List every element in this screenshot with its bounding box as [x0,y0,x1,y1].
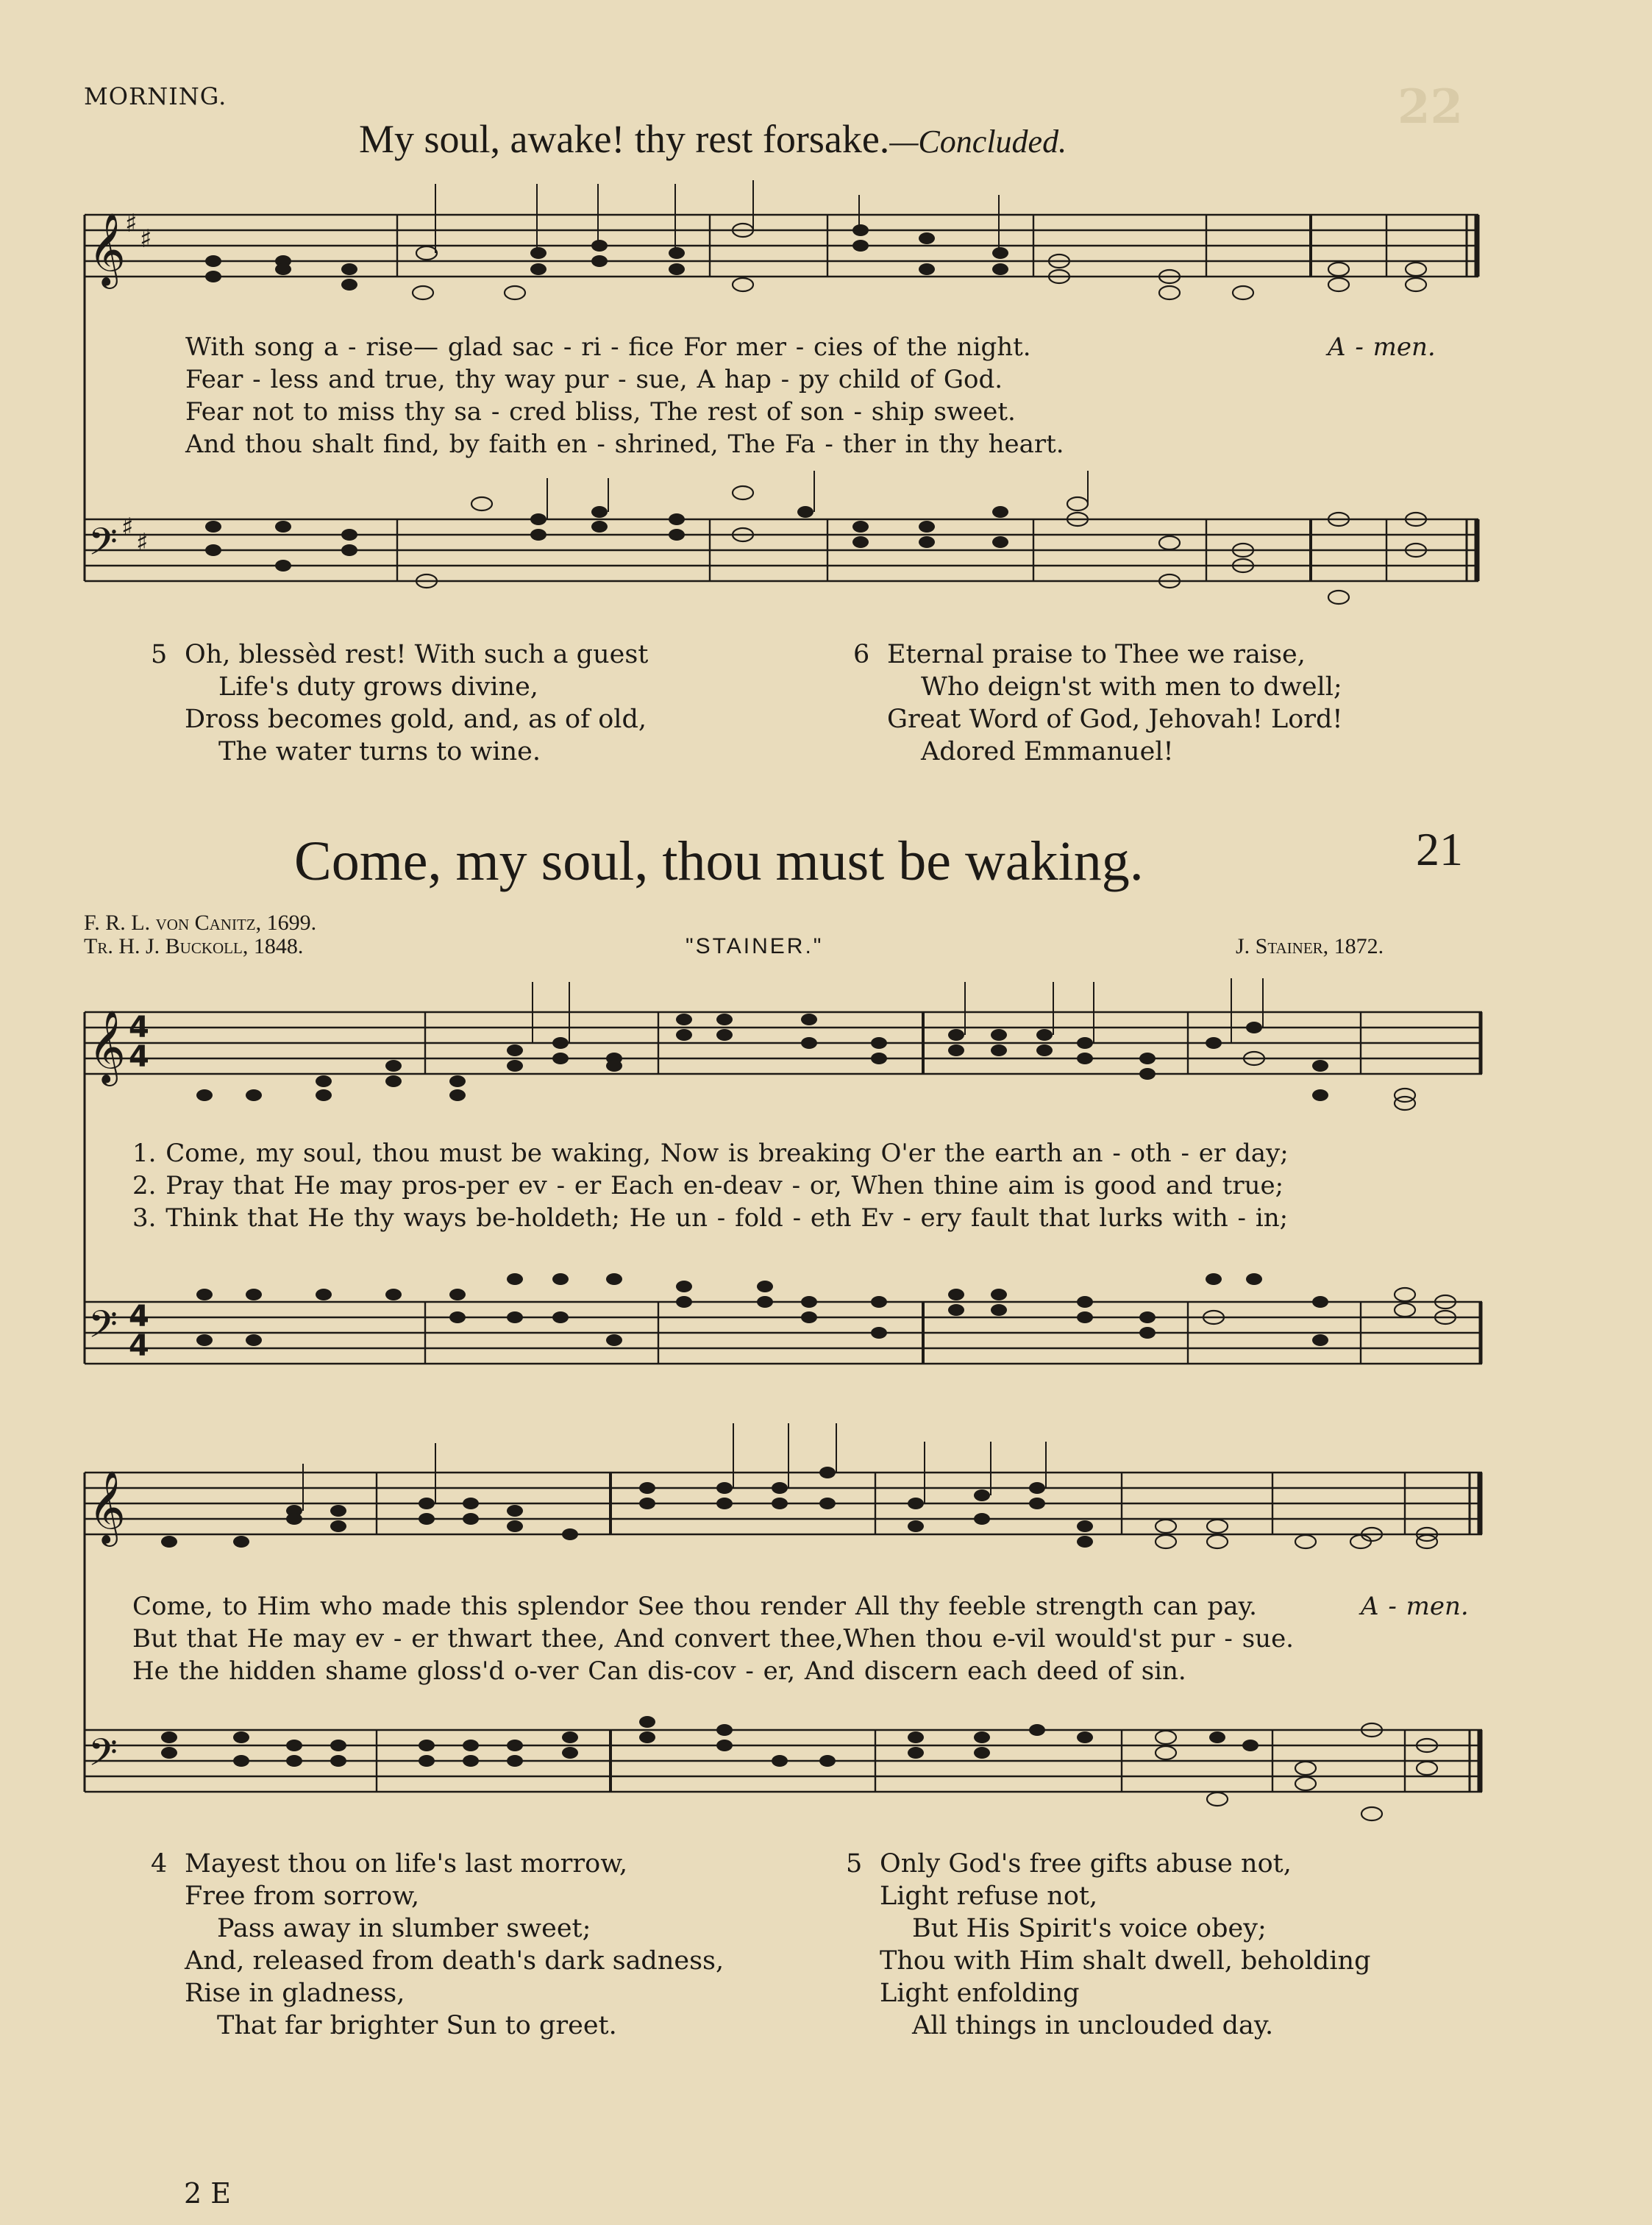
svg-text:4: 4 [129,1329,149,1363]
hymn-lyric-a-line-1: 1. Come, my soul, thou must be waking, Now is breaking O'er the earth an - oth - er day; [132,1139,1289,1168]
verse-line: That far brighter Sun to greet. [217,2011,617,2040]
hymn-amen: A - men. [1361,1592,1469,1621]
verse-line: Thou with Him shalt dwell, beholding [880,1946,1371,1976]
hymn-author: F. R. L. von Canitz, 1699. [84,911,317,935]
svg-text:4: 4 [129,1300,149,1334]
verse-line: Dross becomes gold, and, as of old, [185,705,647,734]
previous-hymn-title-text: My soul, awake! thy rest forsake. [359,117,890,161]
running-head: MORNING. [84,82,227,110]
verse-line: And, released from death's dark sadness, [185,1946,724,1976]
previous-hymn-lyric-line-1: With song a - rise— glad sac - ri - fice For mer - cies of the night. [185,332,1031,362]
verse-number: 5 [846,1849,863,1879]
svg-text:𝄢: 𝄢 [88,519,118,573]
verse-line: Great Word of God, Jehovah! Lord! [887,705,1343,734]
verse-line: Only God's free gifts abuse not, [880,1849,1292,1879]
previous-hymn-lyric-line-3: Fear not to miss thy sa - cred bliss, The rest of son - ship sweet. [185,397,1016,427]
verse-line: Light enfolding [880,1979,1080,2008]
hymn-translator: Tr. H. J. Buckoll, 1848. [84,934,304,958]
hymn-verse-4 [151,1848,724,2042]
tune-name: "STAINER." [686,934,824,958]
svg-text:♯: ♯ [125,209,138,238]
verse-line: Life's duty grows divine, [218,672,538,702]
verse-number: 4 [151,1849,168,1879]
svg-text:♯: ♯ [121,513,134,542]
hymn-lyric-a-line-2: 2. Pray that He may pros-per ev - er Each en-deav - or, When thine aim is good and true; [132,1171,1284,1200]
svg-text:𝄞: 𝄞 [88,1470,126,1544]
verse-line: Rise in gladness, [185,1979,405,2008]
verse-line: Eternal praise to Thee we raise, [887,640,1306,669]
hymn-number: 21 [1416,823,1463,875]
hymn-lyric-b-line-3: He the hidden shame gloss'd o-ver Can dis-cov - er, And discern each deed of sin. [132,1656,1186,1686]
verse-line: Free from sorrow, [185,1882,420,1911]
svg-text:♯: ♯ [136,528,149,558]
previous-hymn-title-suffix: —Concluded. [889,124,1067,160]
signature-mark: 2 E [184,2177,231,2210]
verse-line: All things in unclouded day. [912,2011,1274,2040]
hymn-lyric-b-line-1: Come, to Him who made this splendor See thou render All thy feeble strength can pay. [132,1592,1257,1621]
hymn-lyric-b-line-2: But that He may ev - er thwart thee, And convert thee,When thou e-vil would'st pur - sue. [132,1624,1294,1653]
verse-line: Adored Emmanuel! [921,737,1174,766]
verse-line: Mayest thou on life's last morrow, [185,1849,628,1879]
hymn-title: Come, my soul, thou must be waking. [294,830,1144,892]
hymn-verse-5 [846,1848,1370,2042]
verse-line: Light refuse not, [880,1882,1098,1911]
svg-text:𝄢: 𝄢 [88,1302,118,1356]
verse-line: Oh, blessèd rest! With such a guest [185,640,649,669]
svg-text:4: 4 [129,1040,149,1074]
svg-text:4: 4 [129,1011,149,1044]
verse-line: Who deign'st with men to dwell; [921,672,1342,702]
verse-line: Pass away in slumber sweet; [217,1914,591,1943]
svg-text:𝄢: 𝄢 [88,1730,118,1784]
previous-hymn-lyric-line-4: And thou shalt find, by faith en - shrined, The Fa - ther in thy heart. [185,430,1064,459]
verse-line: But His Spirit's voice obey; [912,1914,1267,1943]
verse-number: 5 [151,640,168,669]
hymn-lyric-a-line-3: 3. Think that He thy ways be-holdeth; He un - fold - eth Ev - ery fault that lurks with - in; [132,1203,1289,1233]
verse-number: 6 [853,640,870,669]
bleedthrough-page-number: 22 [1398,79,1464,135]
svg-text:𝄞: 𝄞 [88,1010,126,1083]
svg-text:♯: ♯ [140,224,152,254]
previous-hymn-lyric-line-2: Fear - less and true, thy way pur - sue, A hap - py child of God. [185,365,1003,394]
svg-text:𝄞: 𝄞 [88,213,126,286]
verse-line: The water turns to wine. [218,737,541,766]
previous-hymn-amen: A - men. [1328,332,1436,362]
hymn-composer: J. Stainer, 1872. [1236,934,1384,958]
